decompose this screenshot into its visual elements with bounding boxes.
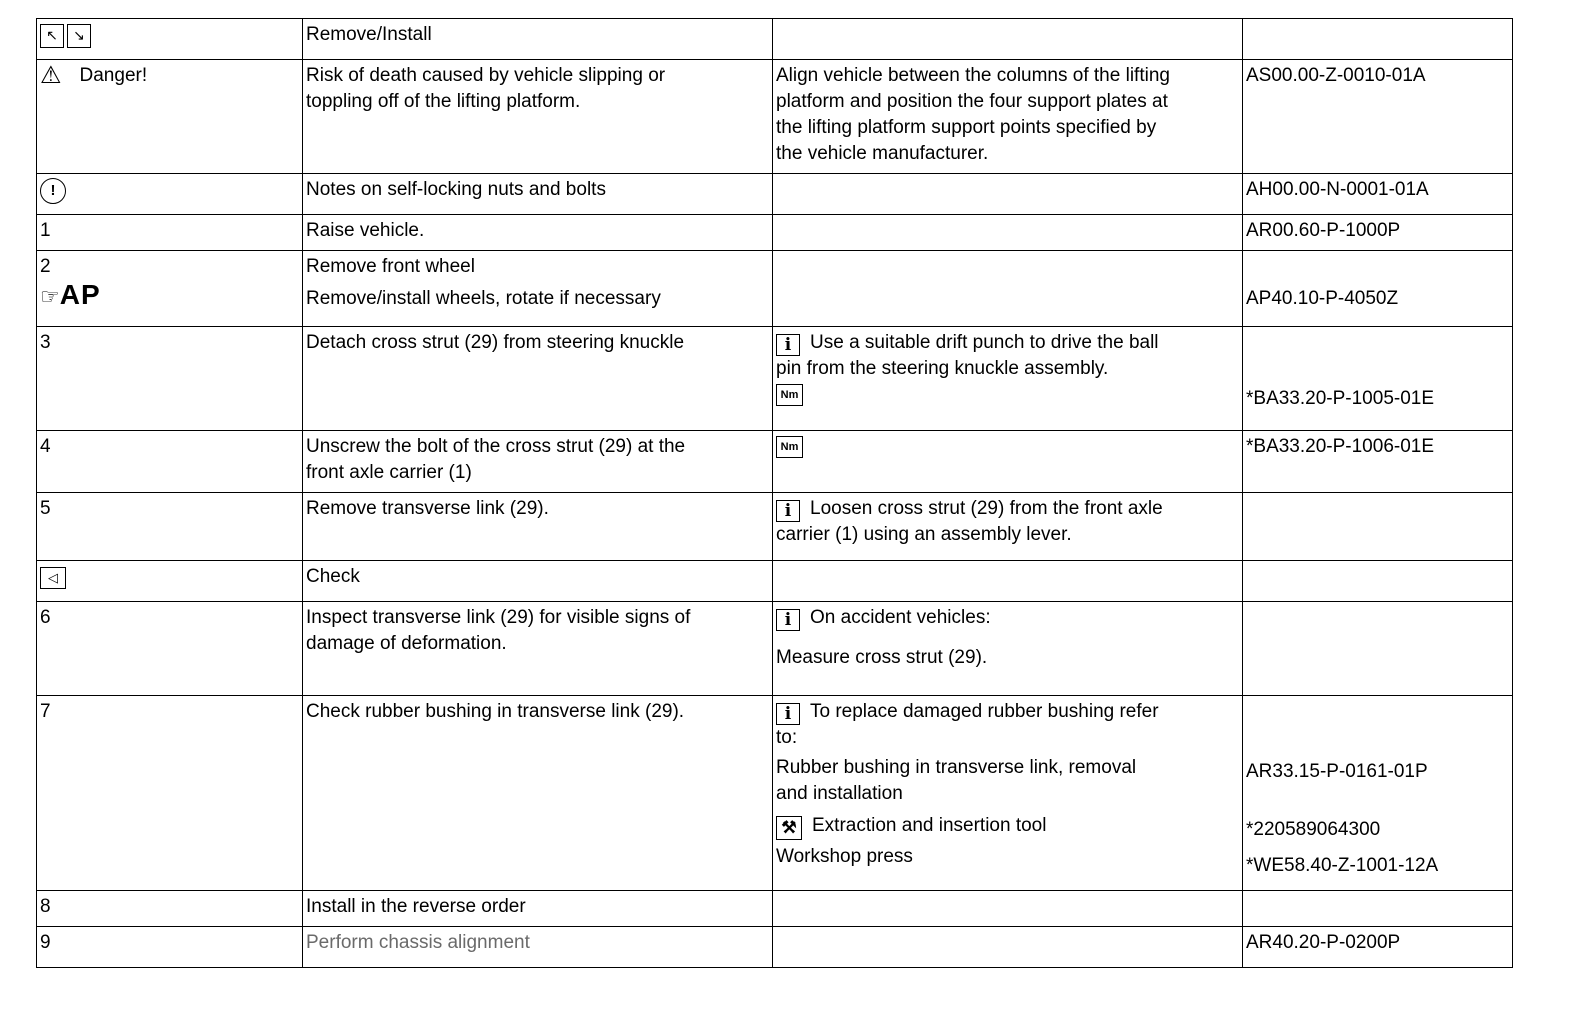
ref-cell: AP40.10-P-4050Z xyxy=(1243,251,1513,327)
tool-icon: ⚒ xyxy=(776,816,802,840)
install-icon: ↘ xyxy=(67,24,91,48)
step-text: Risk of death caused by vehicle slipping or toppling off of the lifting platform. xyxy=(303,60,773,174)
ref-cell: AS00.00-Z-0010-01A xyxy=(1243,60,1513,174)
ref-cell: AR00.60-P-1000P xyxy=(1243,215,1513,251)
remove-icon: ↖ xyxy=(40,24,64,48)
procedure-table xyxy=(36,18,1513,968)
step-number: 2 ☞AP xyxy=(37,251,303,327)
ref-cell: *BA33.20-P-1005-01E xyxy=(1243,327,1513,431)
step-text: Unscrew the bolt of the cross strut (29) at the front axle carrier (1) xyxy=(303,431,773,493)
torque-icon: Nm xyxy=(776,436,803,458)
ref-cell xyxy=(1243,561,1513,602)
step-text: Notes on self-locking nuts and bolts xyxy=(303,174,773,215)
step-text: Inspect transverse link (29) for visible signs of damage of deformation. xyxy=(303,602,773,696)
info-icon: i xyxy=(776,703,800,725)
step-number: 7 xyxy=(37,696,303,891)
note-cell xyxy=(773,215,1243,251)
table-row xyxy=(37,561,1513,602)
step-text: Install in the reverse order xyxy=(303,891,773,927)
ref-cell xyxy=(1243,602,1513,696)
table-row xyxy=(37,891,1513,927)
note-cell xyxy=(773,891,1243,927)
step-text: Raise vehicle. xyxy=(303,215,773,251)
check-icon: ◁ xyxy=(40,567,66,589)
table-row xyxy=(37,60,1513,174)
info-icon: i xyxy=(776,334,800,356)
ref-cell: AR40.20-P-0200P xyxy=(1243,927,1513,968)
info-icon: i xyxy=(776,500,800,522)
icon-cell xyxy=(37,174,303,215)
note-cell: i To replace damaged rubber bushing refer to: Rubber bushing in transverse link, removal and installation ⚒ Extraction and insertion tool Workshop press xyxy=(773,696,1243,891)
step-number: 9 xyxy=(37,927,303,968)
step-text: Check rubber bushing in transverse link (29). xyxy=(303,696,773,891)
table-row xyxy=(37,927,1513,968)
step-number: 3 xyxy=(37,327,303,431)
table-row xyxy=(37,431,1513,493)
note-cell: i Use a suitable drift punch to drive the ball pin from the steering knuckle assembly. Nm xyxy=(773,327,1243,431)
note-cell xyxy=(773,431,1243,493)
step-number: 4 xyxy=(37,431,303,493)
step-text: Perform chassis alignment xyxy=(303,927,773,968)
note-cell xyxy=(773,251,1243,327)
torque-icon: Nm xyxy=(776,384,803,406)
icon-cell: ⚠ Danger! xyxy=(37,60,303,174)
note-cell: Align vehicle between the columns of the lifting platform and position the four support plates at the lifting platform support points specified by the vehicle manufacturer. xyxy=(773,60,1243,174)
table-row xyxy=(37,602,1513,696)
note-cell xyxy=(773,927,1243,968)
table-row xyxy=(37,174,1513,215)
table-row xyxy=(37,19,1513,60)
step-text: Detach cross strut (29) from steering knuckle xyxy=(303,327,773,431)
table-row xyxy=(37,215,1513,251)
step-text: Remove transverse link (29). xyxy=(303,493,773,561)
step-text: Check xyxy=(303,561,773,602)
table-row xyxy=(37,696,1513,891)
ref-cell: *BA33.20-P-1006-01E xyxy=(1243,431,1513,493)
icon-cell xyxy=(37,19,303,60)
note-cell xyxy=(773,561,1243,602)
pointing-hand-icon: ☞ xyxy=(40,284,60,309)
ref-cell xyxy=(1243,891,1513,927)
ref-cell xyxy=(1243,493,1513,561)
note-cell: i Loosen cross strut (29) from the front axle carrier (1) using an assembly lever. xyxy=(773,493,1243,561)
step-number: 1 xyxy=(37,215,303,251)
info-icon: i xyxy=(776,609,800,631)
step-number: 8 xyxy=(37,891,303,927)
table-row xyxy=(37,251,1513,327)
note-cell xyxy=(773,174,1243,215)
step-number: 6 xyxy=(37,602,303,696)
table-row xyxy=(37,493,1513,561)
icon-cell xyxy=(37,561,303,602)
ref-cell: AH00.00-N-0001-01A xyxy=(1243,174,1513,215)
step-text: Remove/Install xyxy=(303,19,773,60)
note-cell xyxy=(773,19,1243,60)
table-row xyxy=(37,327,1513,431)
step-text: Remove front wheel Remove/install wheels, rotate if necessary xyxy=(303,251,773,327)
warning-triangle-icon: ⚠ xyxy=(40,62,62,89)
note-icon: ! xyxy=(40,178,66,204)
ref-cell xyxy=(1243,19,1513,60)
step-number: 5 xyxy=(37,493,303,561)
note-cell: i On accident vehicles: Measure cross strut (29). xyxy=(773,602,1243,696)
ref-cell: AR33.15-P-0161-01P *220589064300 *WE58.40-Z-1001-12A xyxy=(1243,696,1513,891)
